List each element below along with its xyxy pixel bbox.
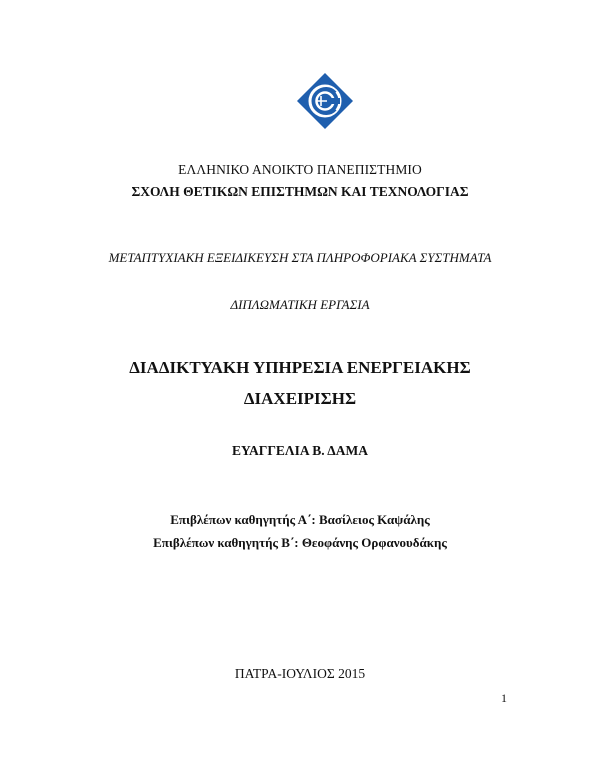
institution-name: ΕΛΛΗΝΙΚΟ ΑΝΟΙΚΤΟ ΠΑΝΕΠΙΣΤΗΜΙΟ: [178, 162, 422, 177]
school-name: ΣΧΟΛΗ ΘΕΤΙΚΩΝ ΕΠΙΣΤΗΜΩΝ ΚΑΙ ΤΕΧΝΟΛΟΓΙΑΣ: [131, 184, 469, 199]
page-number: 1: [501, 691, 507, 705]
thesis-title-line-1: ΔΙΑΔΙΚΤΥΑΚΗ ΥΠΗΡΕΣΙΑ ΕΝΕΡΓΕΙΑΚΗΣ: [129, 358, 471, 377]
program-name: ΜΕΤΑΠΤΥΧΙΑΚΗ ΕΞΕΙΔΙΚΕΥΣΗ ΣΤΑ ΠΛΗΡΟΦΟΡΙΑΚΑ ΣΥΣΤΗΜΑΤΑ: [108, 250, 492, 265]
place-date: ΠΑΤΡΑ-ΙΟΥΛΙΟΣ 2015: [234, 666, 366, 681]
supervisor-b: Επιβλέπων καθηγητής Β΄: Θεοφάνης Ορφανουδάκης: [153, 535, 447, 550]
thesis-title-line-2: ΔΙΑΧΕΙΡΙΣΗΣ: [243, 389, 357, 408]
supervisor-a: Επιβλέπων καθηγητής Α΄: Βασίλειος Καψάλης: [170, 512, 430, 527]
document-type: ΔΙΠΛΩΜΑΤΙΚΗ ΕΡΓΑΣΙΑ: [230, 297, 370, 312]
author-name: ΕΥΑΓΓΕΛΙΑ Β. ΔΑΜΑ: [232, 443, 368, 458]
university-logo-icon: [296, 72, 354, 130]
